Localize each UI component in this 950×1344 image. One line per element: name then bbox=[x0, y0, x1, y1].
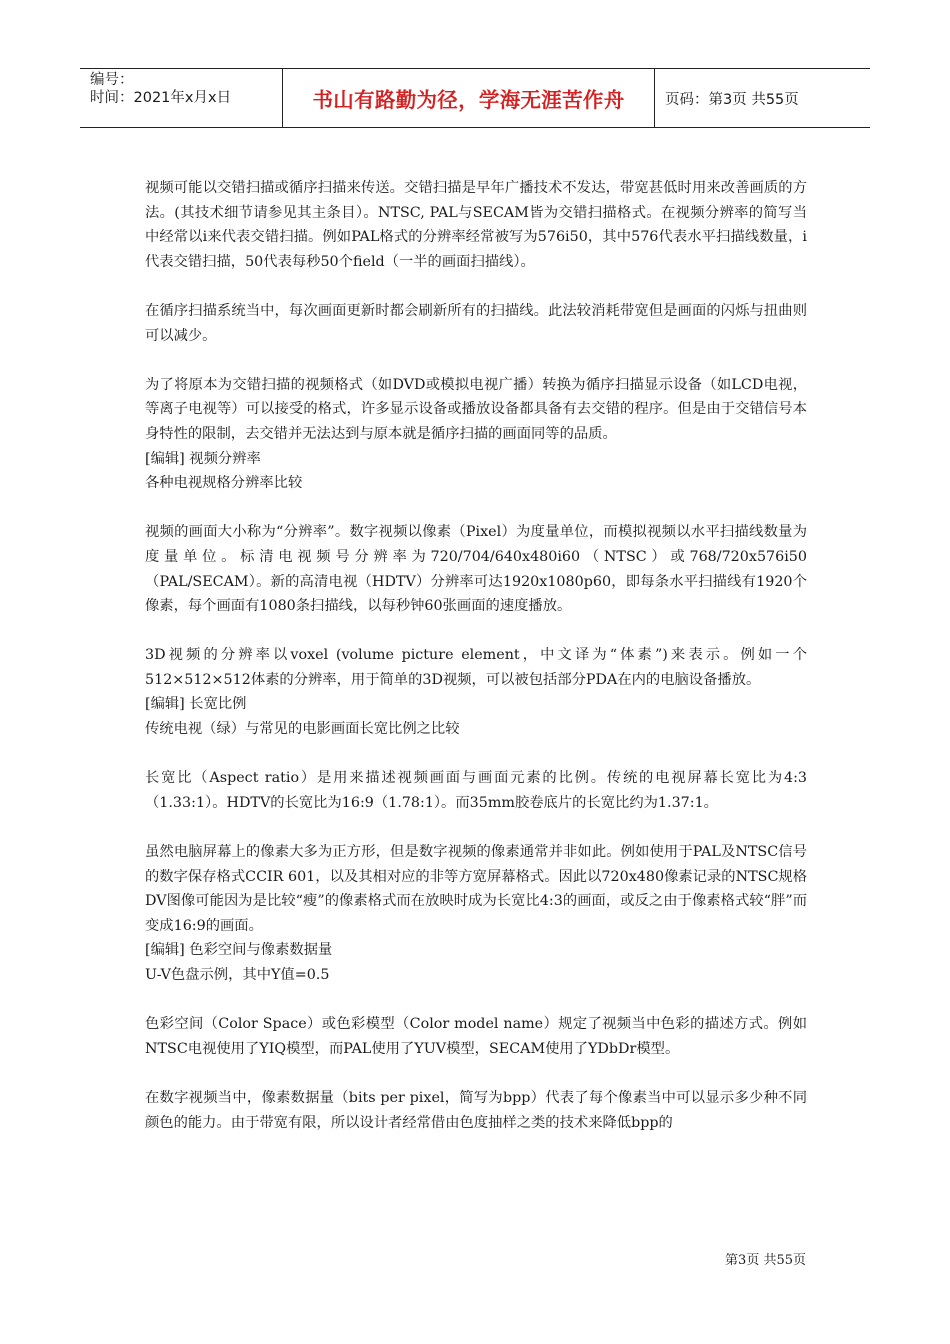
paragraph-color-space: 色彩空间（Color Space）或色彩模型（Color model name）规定了视频当中色彩的描述方式。例如NTSC电视使用了YIQ模型，而PAL使用了YUV模型，SECAM使用了YDbDr模型。 bbox=[145, 1016, 807, 1057]
page-footer bbox=[725, 1249, 806, 1268]
paragraph-resolution: 视频的画面大小称为“分辨率”。数字视频以像素（Pixel）为度量单位，而模拟视频以水平扫描线数量为度量单位。标清电视频号分辨率为720/704/640x480i60（NTSC）或768/720x576i50（PAL/SECAM）。新的高清电视（HDTV）分辨率可达1920x1080p60，即每条水平扫描线有1920个像素，每个画面有1080条扫描线，以每秒钟60张画面的速度播放。 bbox=[145, 524, 807, 615]
paragraph-pixel-shape: 虽然电脑屏幕上的像素大多为正方形，但是数字视频的像素通常并非如此。例如使用于PAL及NTSC信号的数字保存格式CCIR 601，以及其相对应的非等方宽屏幕格式。因此以720x480像素记录的NTSC规格DV图像可能因为是比较“瘦”的像素格式而在放映时成为长宽比4:3的画面，或反之由于像素格式较“胖”而变成16:9的画面。 bbox=[145, 844, 807, 934]
footer-page-number: 第3页 共55页 bbox=[725, 1253, 806, 1268]
header-motto-cell bbox=[283, 69, 655, 127]
paragraph-gap bbox=[145, 988, 807, 1013]
section-heading-aspect-ratio: [编辑] 长宽比例 bbox=[145, 696, 247, 713]
header-motto: 书山有路勤为径，学海无涯苦作舟 bbox=[312, 88, 625, 112]
document-body bbox=[145, 176, 807, 1135]
paragraph-deinterlace: 为了将原本为交错扫描的视频格式（如DVD或模拟电视广播）转换为循序扫描显示设备（如LCD电视，等离子电视等）可以接受的格式，许多显示设备或播放设备都具备有去交错的程序。但是由于交错信号本身特性的限制，去交错并无法达到与原本就是循序扫描的画面同等的品质。 bbox=[145, 376, 807, 442]
paragraph-aspect-ratio: 长宽比（Aspect ratio）是用来描述视频画面与画面元素的比例。传统的电视屏幕长宽比为4:3（1.33:1）。HDTV的长宽比为16:9（1.78:1）。而35mm胶卷底片的长宽比约为1.37:1。 bbox=[145, 770, 807, 811]
paragraph-gap bbox=[145, 619, 807, 644]
paragraph-interlaced-scan: 视频可能以交错扫描或循序扫描来传送。交错扫描是早年广播技术不发达，带宽甚低时用来改善画质的方法。(其技术细节请参见其主条目）。NTSC, PAL与SECAM皆为交错扫描格式。在视频分辨率的简写当中经常以i来代表交错扫描。例如PAL格式的分辨率经常被写为576i50，其中576代表水平扫描线数量，i代表交错扫描，50代表每秒50个field（一半的画面扫描线）。 bbox=[145, 180, 807, 270]
section-heading-resolution: [编辑] 视频分辨率 bbox=[145, 450, 261, 467]
header-page-cell bbox=[655, 69, 870, 127]
paragraph-gap bbox=[145, 274, 807, 299]
section-heading-color-space: [编辑] 色彩空间与像素数据量 bbox=[145, 942, 333, 959]
page-header bbox=[80, 68, 870, 128]
document-date: 时间：2021年x月x日 bbox=[90, 90, 232, 106]
document-number-label: 编号： bbox=[90, 72, 134, 88]
paragraph-progressive-scan: 在循序扫描系统当中，每次画面更新时都会刷新所有的扫描线。此法较消耗带宽但是画面的闪烁与扭曲则可以减少。 bbox=[145, 302, 807, 344]
header-meta-cell bbox=[80, 69, 283, 127]
paragraph-bits-per-pixel: 在数字视频当中，像素数据量（bits per pixel，简写为bpp）代表了每个像素当中可以显示多少种不同颜色的能力。由于带宽有限，所以设计者经常借由色度抽样之类的技术来降低bpp的 bbox=[145, 1089, 807, 1131]
header-page-number: 页码：第3页 共55页 bbox=[665, 91, 799, 108]
paragraph-gap bbox=[145, 742, 807, 767]
paragraph-gap bbox=[145, 348, 807, 373]
figure-caption-aspect-ratio: 传统电视（绿）与常见的电影画面长宽比例之比较 bbox=[145, 721, 460, 738]
paragraph-gap bbox=[145, 496, 807, 521]
paragraph-gap bbox=[145, 815, 807, 840]
paragraph-3d-voxel: 3D视频的分辨率以voxel (volume picture element，中文译为“体素”)来表示。例如一个512×512×512体素的分辨率，用于简单的3D视频，可以被包括部分PDA在内的电脑设备播放。 bbox=[145, 647, 807, 688]
figure-caption-uv-plane: U-V色盘示例，其中Y值=0.5 bbox=[145, 967, 330, 983]
paragraph-gap bbox=[145, 1061, 807, 1086]
figure-caption-tv-resolution: 各种电视规格分辨率比较 bbox=[145, 475, 303, 492]
